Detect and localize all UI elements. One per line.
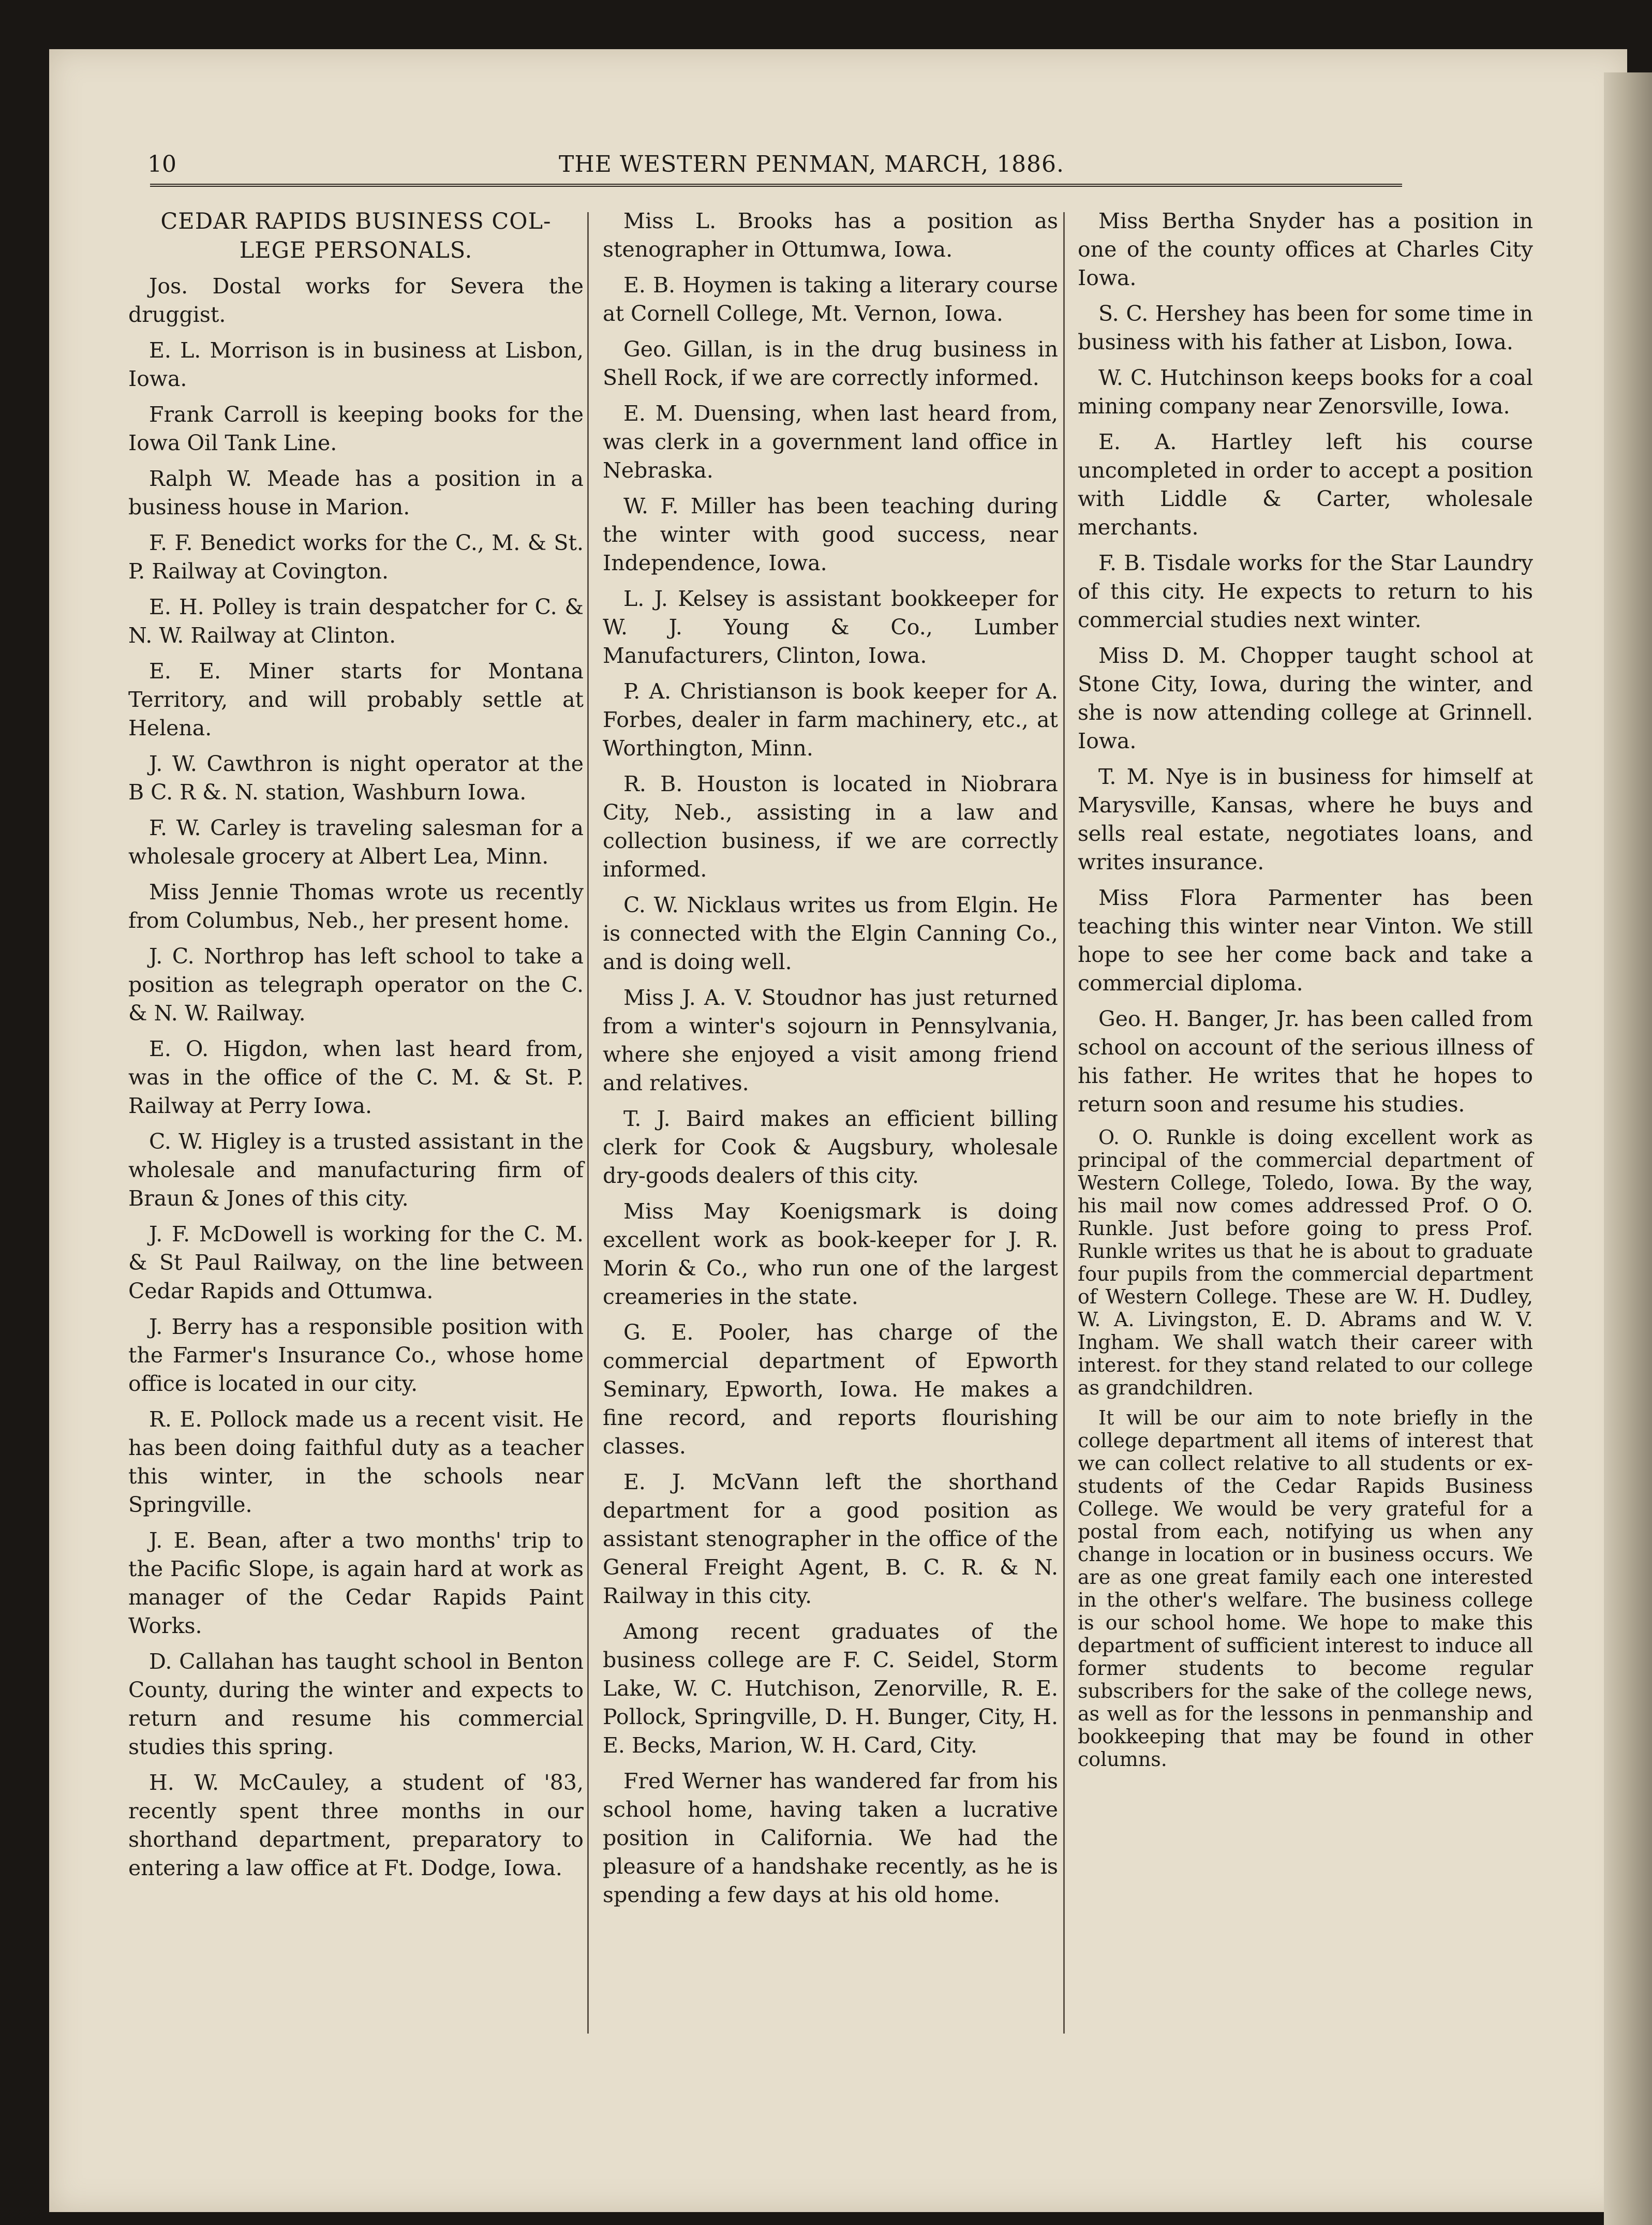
header-rule: [150, 184, 1402, 187]
personal-item: C. W. Nicklaus writes us from Elgin. He is connected with the Elgin Canning Co., and is doing well.: [603, 893, 1058, 974]
personal-item: Fred Werner has wandered far from his school home, having taken a lucrative position in California. We had the pleasure of a handshake recently, as he is spending a few days at his old home.: [603, 1769, 1058, 1907]
personal-item: T. M. Nye is in business for himself at Marysville, Kansas, where he buys and sells real estate, negotiates loans, and writes insurance.: [1078, 764, 1533, 874]
personal-item: F. F. Benedict works for the C., M. & St. P. Railway at Covington.: [128, 530, 584, 584]
personal-item: Miss L. Brooks has a position as stenographer in Ottumwa, Iowa.: [603, 209, 1058, 262]
personal-item: T. J. Baird makes an efficient billing clerk for Cook & Augsbury, wholesale dry-goods dealers of this city.: [603, 1106, 1058, 1188]
adjacent-page-edge: [1604, 72, 1652, 2225]
personal-item: Ralph W. Meade has a position in a business house in Marion.: [128, 466, 584, 520]
column-1: [128, 207, 584, 1890]
personal-item: E. O. Higdon, when last heard from, was in the office of the C. M. & St. P. Railway at Perry Iowa.: [128, 1036, 584, 1118]
personal-item: Miss Flora Parmenter has been teaching this winter near Vinton. We still hope to see her come back and take a commercial diploma.: [1078, 885, 1533, 996]
personal-item: H. W. McCauley, a student of '83, recently spent three months in our shorthand department, preparatory to entering a law office at Ft. Dodge, Iowa.: [128, 1770, 584, 1880]
personal-item: Miss D. M. Chopper taught school at Stone City, Iowa, during the winter, and she is now attending college at Grinnell. Iowa.: [1078, 643, 1533, 753]
personal-item: E. J. McVann left the shorthand department for a good position as assistant stenographer in the office of the General Freight Agent, B. C. R. & N. Railway in this city.: [603, 1470, 1058, 1608]
personal-item: E. L. Morrison is in business at Lisbon, Iowa.: [128, 338, 584, 391]
personal-item: D. Callahan has taught school in Benton County, during the winter and expects to return and resume his commercial studies this spring.: [128, 1649, 584, 1759]
personal-item: Among recent graduates of the business college are F. C. Seidel, Storm Lake, W. C. Hutchison, Zenorville, R. E. Pollock, Springville, D. H. Bunger, City, H. E. Becks, Marion, W. H. Card, City.: [603, 1619, 1058, 1758]
personal-item: E. E. Miner starts for Montana Territory, and will probably settle at Helena.: [128, 659, 584, 740]
personal-item: L. J. Kelsey is assistant bookkeeper for W. J. Young & Co., Lumber Manufacturers, Clinton, Iowa.: [603, 586, 1058, 668]
personal-item: E. M. Duensing, when last heard from, was clerk in a government land office in Nebraska.: [603, 401, 1058, 483]
editorial-note: It will be our aim to note briefly in the college department all items of interest that we can collect relative to all students or ex-students of the Cedar Rapids Business College. We would be very grateful for a postal from each, notifying us when any change in location or in business occurs. We are as one great family each one interested in the other's welfare. The business college is our school home. We hope to make this department of sufficient interest to induce all former students to become regular subscribers for the sake of the college news, as well as for the lessons in penmanship and bookkeeping that may be found in other columns.: [1078, 1406, 1533, 1771]
column-divider: [1063, 212, 1065, 2034]
personal-item: G. E. Pooler, has charge of the commercial department of Epworth Seminary, Epworth, Iowa. He makes a fine record, and reports flourishing classes.: [603, 1320, 1058, 1459]
personal-item: Miss Jennie Thomas wrote us recently from Columbus, Neb., her present home.: [128, 880, 584, 933]
personal-item: Miss J. A. V. Stoudnor has just returned from a winter's sojourn in Pennsylvania, where she enjoyed a visit among friend and relatives.: [603, 985, 1058, 1095]
personal-item: R. B. Houston is located in Niobrara City, Neb., assisting in a law and collection business, if we are correctly informed.: [603, 772, 1058, 882]
personal-item: P. A. Christianson is book keeper for A. Forbes, dealer in farm machinery, etc., at Worthington, Minn.: [603, 679, 1058, 761]
personal-item: J. F. McDowell is working for the C. M. & St Paul Railway, on the line between Cedar Rapids and Ottumwa.: [128, 1222, 584, 1303]
personal-item: E. B. Hoymen is taking a literary course at Cornell College, Mt. Vernon, Iowa.: [603, 273, 1058, 326]
personal-item: E. H. Polley is train despatcher for C. & N. W. Railway at Clinton.: [128, 595, 584, 648]
personal-item: J. Berry has a responsible position with the Farmer's Insurance Co., whose home office is located in our city.: [128, 1314, 584, 1396]
personal-item: Jos. Dostal works for Severa the druggist.: [128, 274, 584, 327]
editorial-note: O. O. Runkle is doing excellent work as principal of the commercial department of Western College, Toledo, Iowa. By the way, his mail now comes addressed Prof. O O. Runkle. Just before going to press Prof. Runkle writes us that he is about to graduate four pupils from the commercial department of Western College. These are W. H. Dudley, W. A. Livingston, E. D. Abrams and W. V. Ingham. We shall watch their career with interest. for they stand related to our college as grandchildren.: [1078, 1126, 1533, 1399]
personal-item: Miss Bertha Snyder has a position in one of the county offices at Charles City Iowa.: [1078, 209, 1533, 290]
personal-item: Geo. H. Banger, Jr. has been called from school on account of the serious illness of his father. He writes that he hopes to return soon and resume his studies.: [1078, 1006, 1533, 1117]
personal-item: W. F. Miller has been teaching during the winter with good success, near Independence, Iowa.: [603, 494, 1058, 575]
personal-item: S. C. Hershey has been for some time in business with his father at Lisbon, Iowa.: [1078, 301, 1533, 354]
personal-item: E. A. Hartley left his course uncompleted in order to accept a position with Liddle & Carter, wholesale merchants.: [1078, 429, 1533, 540]
personal-item: C. W. Higley is a trusted assistant in the wholesale and manufacturing firm of Braun & Jones of this city.: [128, 1129, 584, 1211]
personal-item: Frank Carroll is keeping books for the Iowa Oil Tank Line.: [128, 402, 584, 455]
personal-item: Geo. Gillan, is in the drug business in Shell Rock, if we are correctly informed.: [603, 337, 1058, 390]
column-divider: [587, 212, 589, 2034]
personal-item: J. W. Cawthron is night operator at the B C. R &. N. station, Washburn Iowa.: [128, 751, 584, 805]
personal-item: Miss May Koenigsmark is doing excellent work as book-keeper for J. R. Morin & Co., who run one of the largest creameries in the state.: [603, 1199, 1058, 1309]
section-heading: CEDAR RAPIDS BUSINESS COL- LEGE PERSONALS.: [160, 209, 552, 263]
column-3: [1078, 207, 1533, 1778]
running-title: THE WESTERN PENMAN, MARCH, 1886.: [559, 151, 1065, 177]
personal-item: R. E. Pollock made us a recent visit. He has been doing faithful duty as a teacher this winter, in the schools near Springville.: [128, 1407, 584, 1517]
personal-item: F. B. Tisdale works for the Star Laundry of this city. He expects to return to his commercial studies next winter.: [1078, 551, 1533, 632]
column-2: [603, 207, 1058, 1917]
page-number: 10: [147, 151, 176, 177]
personal-item: F. W. Carley is traveling salesman for a wholesale grocery at Albert Lea, Minn.: [128, 815, 584, 869]
personal-item: W. C. Hutchinson keeps books for a coal mining company near Zenorsville, Iowa.: [1078, 365, 1533, 419]
page-header: [101, 139, 1487, 180]
personal-item: J. C. Northrop has left school to take a position as telegraph operator on the C. & N. W. Railway.: [128, 944, 584, 1026]
personal-item: J. E. Bean, after a two months' trip to the Pacific Slope, is again hard at work as manager of the Cedar Rapids Paint Works.: [128, 1528, 584, 1638]
